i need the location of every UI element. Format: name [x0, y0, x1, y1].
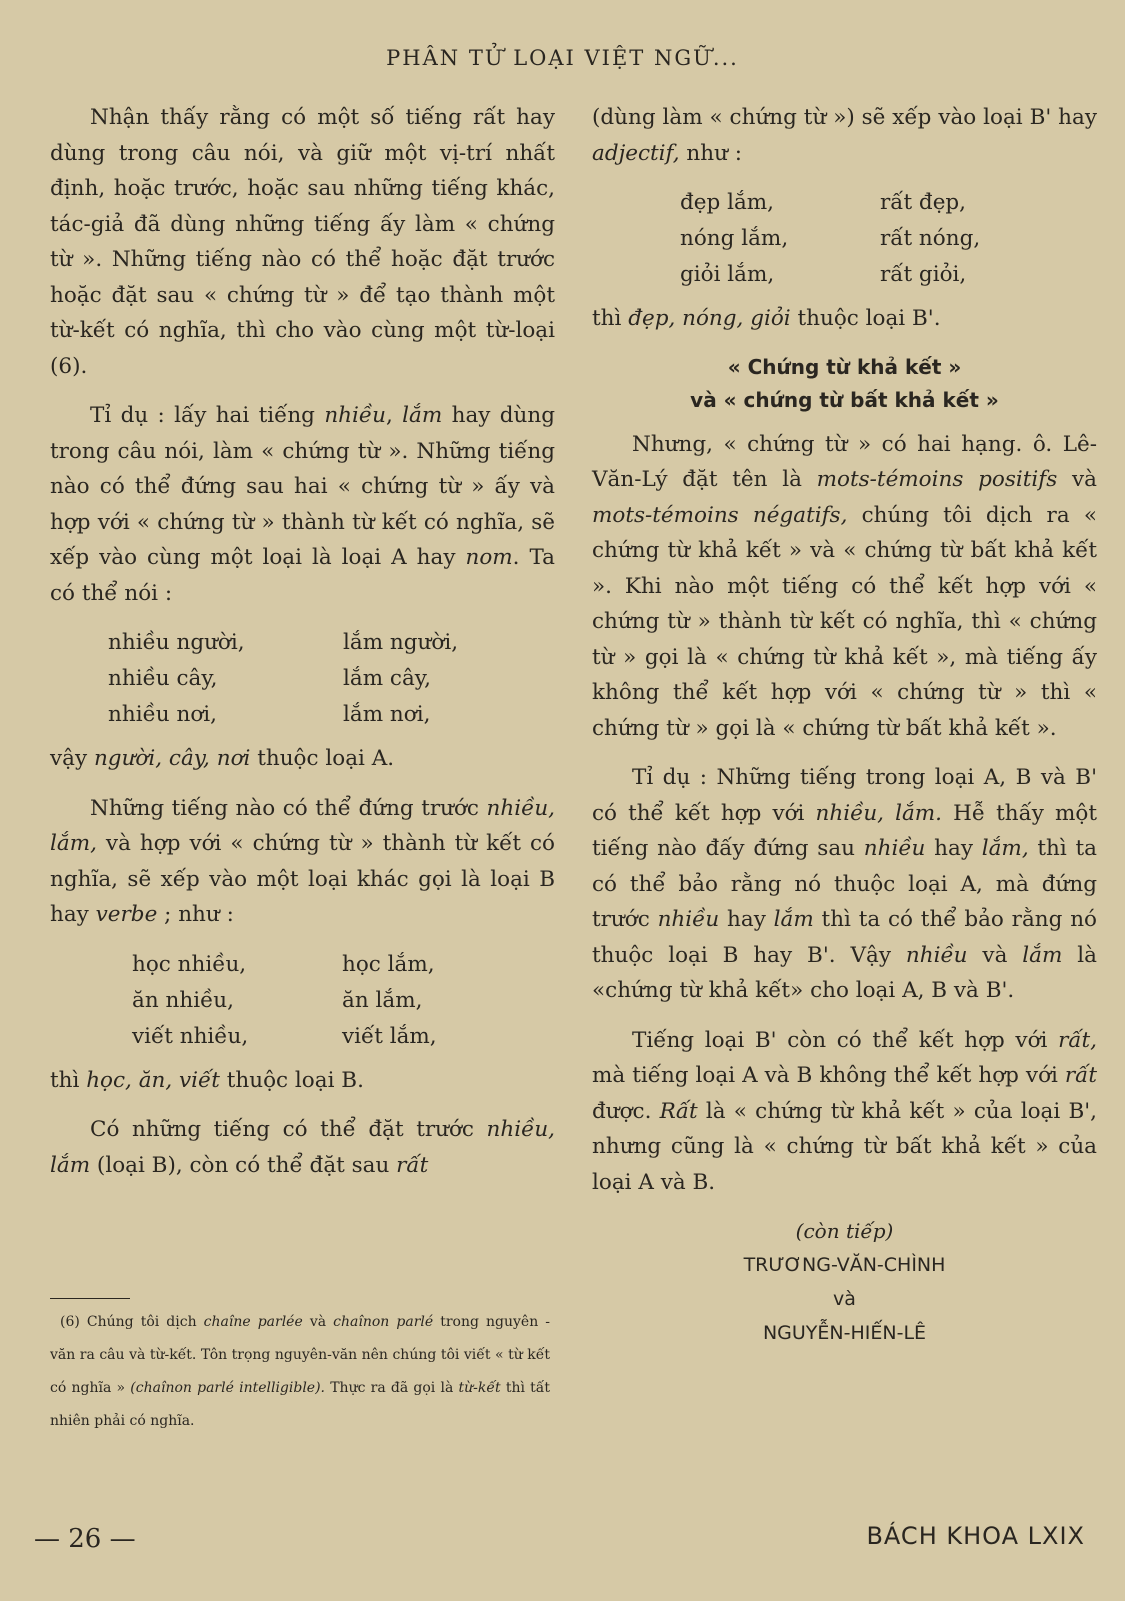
example-row: viết nhiều, viết lắm,: [132, 1023, 437, 1049]
example-row: đẹp lắm, rất đẹp,: [680, 190, 967, 216]
example-row: ăn nhiều, ăn lắm,: [132, 987, 423, 1013]
left-column: [50, 100, 555, 1197]
example-list-c: [592, 185, 1097, 293]
paragraph: Những tiếng nào có thể đứng trước nhiều, lắm, và hợp với « chứng từ » thành từ kết có nghĩa, sẽ xếp vào một loại khác gọi là loại B hay verbe ; như :: [50, 795, 555, 927]
paragraph: vậy người, cây, nơi thuộc loại A.: [50, 746, 395, 771]
paragraph: Tỉ dụ : Những tiếng trong loại A, B và B' có thể kết hợp với nhiều, lắm. Hễ thấy một tiếng nào đấy đứng sau nhiều hay lắm, thì ta có thể bảo rằng nó thuộc loại A, mà đứng trước nhiều hay lắm thì ta có thể bảo rằng nó thuộc loại B hay B'. Vậy nhiều và lắm là «chứng từ khả kết» cho loại A, B và B'.: [592, 765, 1097, 1003]
conjunction: và: [833, 1288, 856, 1310]
example-list-a: [50, 625, 555, 733]
paragraph: Tỉ dụ : lấy hai tiếng nhiều, lắm hay dùng trong câu nói, làm « chứng từ ». Những tiếng nào có thể đứng sau hai « chứng từ » ấy và hợp với « chứng từ » thành từ kết có nghĩa, sẽ xếp vào cùng một loại là loại A hay nom. Ta có thể nói :: [50, 403, 556, 606]
running-title: PHÂN TỬ LOẠI VIỆT NGỮ...: [386, 46, 739, 70]
paragraph: thì học, ăn, viết thuộc loại B.: [50, 1067, 364, 1093]
paragraph: Nhưng, « chứng từ » có hai hạng. ô. Lê-Văn-Lý đặt tên là mots-témoins positifs và mots-témoins négatifs, chúng tôi dịch ra « chứng từ khả kết » và « chứng từ bất khả kết ». Khi nào một tiếng có thể kết hợp với « chứng từ » thành từ kết có nghĩa, thì « chứng từ » gọi là « chứng từ khả kết », mà tiếng ấy không thể kết hợp với « chứng từ » thì « chứng từ » gọi là « chứng từ bất khả kết ».: [592, 431, 1097, 741]
example-row: học nhiều, học lắm,: [132, 951, 435, 977]
author-name: TRƯƠNG-VĂN-CHÌNH: [743, 1254, 946, 1276]
paragraph: Tiếng loại B' còn có thể kết hợp với rất, mà tiếng loại A và B không thể kết hợp với rất được. Rất là « chứng từ khả kết » của loại B', nhưng cũng là « chứng từ bất khả kết » của loại A và B.: [592, 1027, 1098, 1195]
page-number: — 26 —: [34, 1524, 136, 1554]
author-name: NGUYỄN-HIẾN-LÊ: [762, 1322, 927, 1344]
footnote: (6) Chúng tôi dịch chaîne parlée và chaînon parlé trong nguyên - văn ra câu và từ-kết. Tôn trọng nguyên-văn nên chúng tôi viết « từ kết có nghĩa » (chaînon parlé intelligible). Thực ra đã gọi là từ-kết thì tất nhiên phải có nghĩa.: [50, 1314, 551, 1429]
example-list-b: [50, 947, 555, 1055]
example-row: nóng lắm, rất nóng,: [680, 226, 981, 252]
example-row: giỏi lắm, rất giỏi,: [680, 262, 967, 288]
right-column: [592, 100, 1097, 1350]
section-heading: « Chứng từ khả kết » và « chứng từ bất khả kết »: [690, 354, 999, 412]
journal-name: BÁCH KHOA LXIX: [866, 1522, 1085, 1550]
paragraph: (dùng làm « chứng từ ») sẽ xếp vào loại B' hay adjectif, như :: [592, 105, 1097, 166]
example-row: nhiều người, lắm người,: [108, 630, 459, 656]
example-row: nhiều cây, lắm cây,: [108, 666, 431, 692]
footnote-rule: [50, 1298, 130, 1299]
paragraph: thì đẹp, nóng, giỏi thuộc loại B'.: [592, 306, 941, 331]
paragraph: Có những tiếng có thể đặt trước nhiều, lắm (loại B), còn có thể đặt sau rất: [50, 1117, 555, 1178]
author-signature: [592, 1214, 1097, 1350]
continued-note: (còn tiếp): [795, 1219, 894, 1243]
paragraph: Nhận thấy rằng có một số tiếng rất hay dùng trong câu nói, và giữ một vị-trí nhất định, hoặc trước, hoặc sau những tiếng khác, tác-giả đã dùng những tiếng ấy làm « chứng từ ». Những tiếng nào có thể hoặc đặt trước hoặc đặt sau « chứng từ » để tạo thành một từ-kết có nghĩa, thì cho vào cùng một từ-loại (6).: [50, 105, 555, 379]
example-row: nhiều nơi, lắm nơi,: [108, 702, 431, 728]
